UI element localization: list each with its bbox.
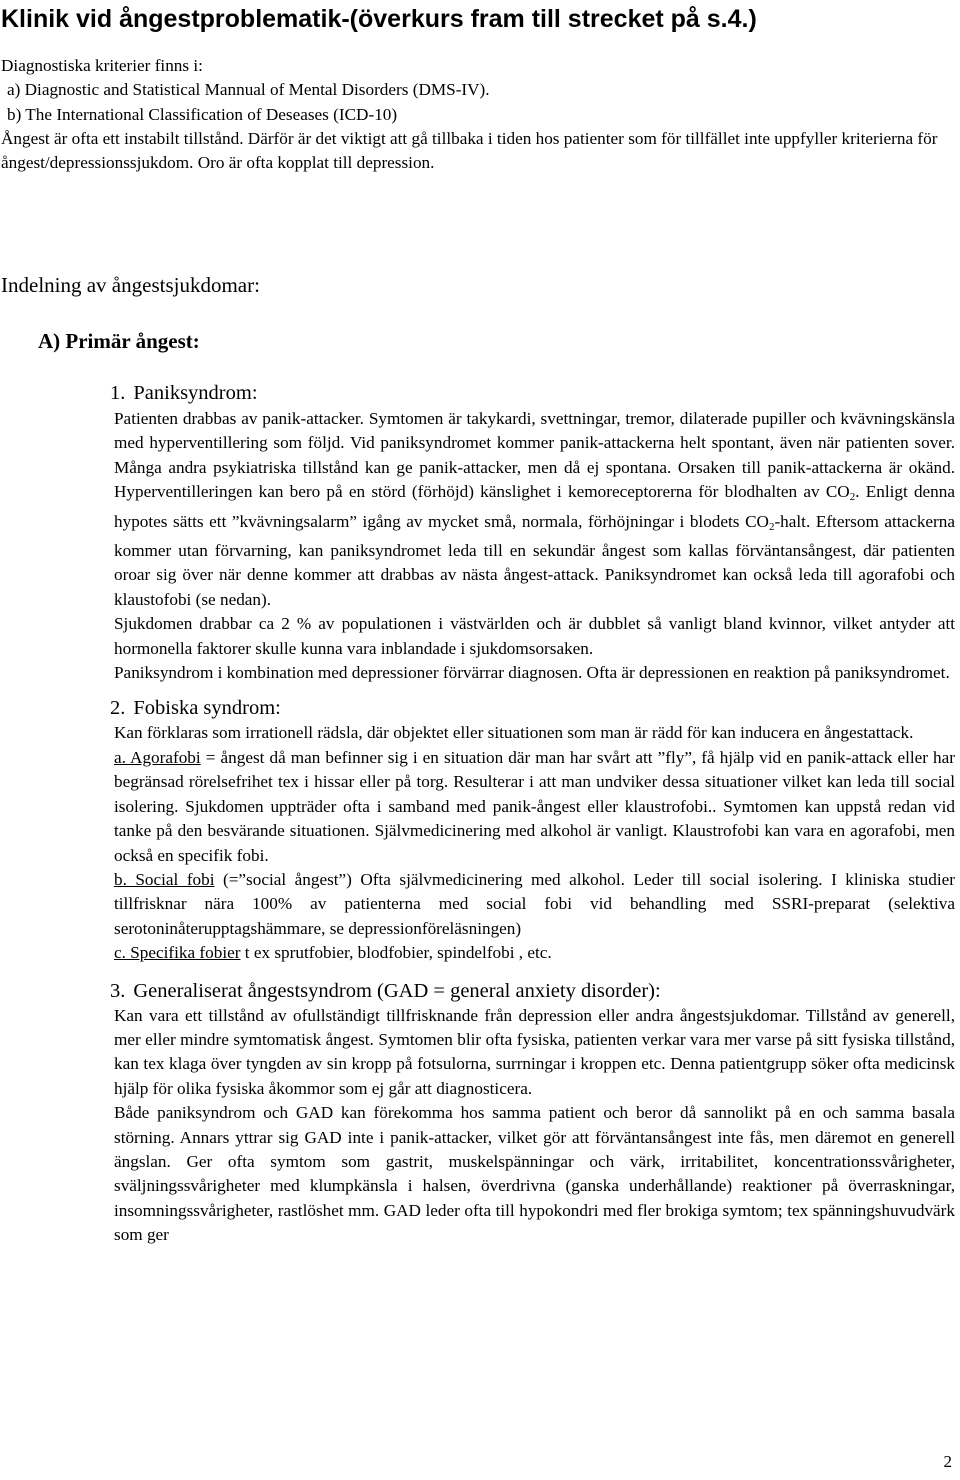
text-run: t ex sprutfobier, blodfobier, spindelfobi , etc. — [240, 943, 552, 963]
text-run: = ångest då man befinner sig i en situation där man har svårt att ”fly”, få hjälp vid en panik-attack eller har begränsad rörelsefrihet tex i hissar eller på torg. Resulterar i att man undviker dessa situationer vilket kan leda till social isolering. Sjukdomen uppträder ofta i samband med panik-ångest eller klaustrofobi.. Symtomen kan uppstå redan vid tanke på den besvärande situationen. Självmedicinering med alkohol är vanligt. Klaustrofobi kan vara en agorafobi, men också en specifik fobi. — [114, 747, 955, 865]
section-title: Paniksyndrom: — [133, 382, 258, 404]
subheading-agorafobi: a. Agorafobi — [114, 747, 201, 767]
section-heading-1 — [110, 380, 955, 406]
paragraph: Kan vara ett tillstånd av ofullständigt tillfrisknande från depression eller andra ångestsjukdomar. Tillstånd av generell, mer eller mindre symtomatisk ångest. Symtomen blir ofta fysiska, patienten verkar vara mer varse på sitt fysiska tillstånd, kan tex klaga över tyngden av sin kropp på fotsulorna, surrningar i kroppen etc. Denna patientgrupp söker ofta medicinsk hjälp för olika fysiska åkommor som ej går att diagnosticera. — [114, 1005, 955, 1098]
heading-indelning: Indelning av ångestsjukdomar: — [1, 273, 260, 297]
page-number: 2 — [943, 1452, 952, 1471]
subscript: 2 — [768, 520, 775, 533]
paragraph-social-fobi — [114, 868, 955, 941]
text-run: (=”social ångest”) Ofta självmedicinering med alkohol. Leder till social isolering. I kliniska studier tillfrisknar nära 100% av patienterna med social fobi vid behandling med SSRI-preparat (selektiva serotoninåterupptagshämmare, se depressionföreläsningen) — [114, 869, 955, 938]
section-heading-2 — [110, 695, 955, 721]
text-run: . Enligt denna hypotes sätts ett ”kvävningsalarm” igång av mycket små, normala, förhöjningar i blodets CO — [114, 482, 955, 531]
heading-primar-angest: A) Primär ångest: — [38, 329, 200, 353]
text-run: -halt. Eftersom attackerna kommer utan förvarning, kan paniksyndromet leda till en sekundär ångest som kallas förväntansångest, där patienten oroar sig över när denne kommer att drabbas av nästa ångest-attack. Paniksyndromet kan också leda till agorafobi och klaustofobi (se nedan). — [114, 511, 956, 609]
paragraph — [114, 407, 955, 612]
intro-line: Diagnostiska kriterier finns i: — [1, 56, 203, 75]
intro-item-a: a) Diagnostic and Statistical Mannual of Mental Disorders (DMS-IV). — [7, 80, 490, 100]
intro-item-b: b) The International Classification of Deseases (ICD-10) — [7, 104, 398, 124]
section-heading-3 — [110, 978, 955, 1004]
paragraph-agorafobi — [114, 746, 955, 868]
intro-sentence: Oro är ofta kopplat till depression. — [197, 153, 435, 173]
section-number: 2. — [110, 697, 126, 720]
text-run: Patienten drabbas av panik-attacker. Symtomen är takykardi, svettningar, tremor, dilaterade pupiller och kvävningskänsla med hyperventillering som följd. Vid paniksyndromet kommer panik-attackerna helt spontant, även när patienten sover. Många andra psykiatriska tillstånd kan ge panik-attacker, men då ej spontana. Orsaken till panik-attackerna är okänd. Hyperventilleringen kan bero på en störd (förhöjd) känslighet i kemoreceptorerna för blodhalten av CO — [114, 409, 955, 502]
paragraph: Kan förklaras som irrationell rädsla, där objektet eller situationen som man är rädd för kan inducera en ångestattack. — [114, 723, 914, 743]
intro-paragraph — [1, 127, 956, 176]
paragraph: Både paniksyndrom och GAD kan förekomma hos samma patient och beror då sannolikt på en och samma basala störning. Annars yttrar sig GAD inte i panik-attacker, vilket gör att förväntansångest inte fås, men däremot en generell ängslan. Ger ofta symtom som gastrit, muskelspänningar och värk, irritabilitet, koncentrationssvårigheter, sväljningssvårigheter med klumpkänsla i halsen, överdrivna (ganska underhållande) reaktioner på överraskningar, insomningssvårigheter, rastlöshet mm. GAD leder ofta till hypokondri med fler brokiga symtom; tex spänningshuvudvärk som ger — [114, 1103, 955, 1245]
subheading-social-fobi: b. Social fobi — [114, 869, 215, 889]
section-number: 1. — [110, 382, 126, 404]
section-title: Generaliserat ångestsyndrom (GAD = general anxiety disorder): — [133, 979, 661, 1002]
section-title: Fobiska syndrom: — [133, 697, 281, 720]
section-number: 3. — [110, 979, 126, 1002]
document-title: Klinik vid ångestproblematik-(överkurs fram till strecket på s.4.) — [1, 5, 757, 33]
intro-sentence: Ångest är ofta ett instabilt tillstånd. — [1, 128, 244, 148]
main-content — [110, 380, 956, 1248]
paragraph: Sjukdomen drabbar ca 2 % av populationen i västvärlden och är dubblet så vanligt bland kvinnor, vilket antyder att hormonella faktorer skulle kunna vara inblandade i sjukdomsorsaken. — [114, 614, 955, 658]
intro-block — [1, 54, 956, 175]
subscript: 2 — [849, 491, 856, 504]
subheading-specifika-fobier: c. Specifika fobier — [114, 943, 241, 963]
intro-sentence: Därför är det viktigt att gå tillbaka i tiden hos patienter som för tillfället inte uppfyller kriterierna för ångest/depressionssjukdom. — [1, 128, 938, 173]
paragraph: Paniksyndrom i kombination med depressioner förvärrar diagnosen. Ofta är depressionen en reaktion på paniksyndromet. — [114, 663, 950, 683]
paragraph-specifika-fobier — [114, 941, 955, 965]
